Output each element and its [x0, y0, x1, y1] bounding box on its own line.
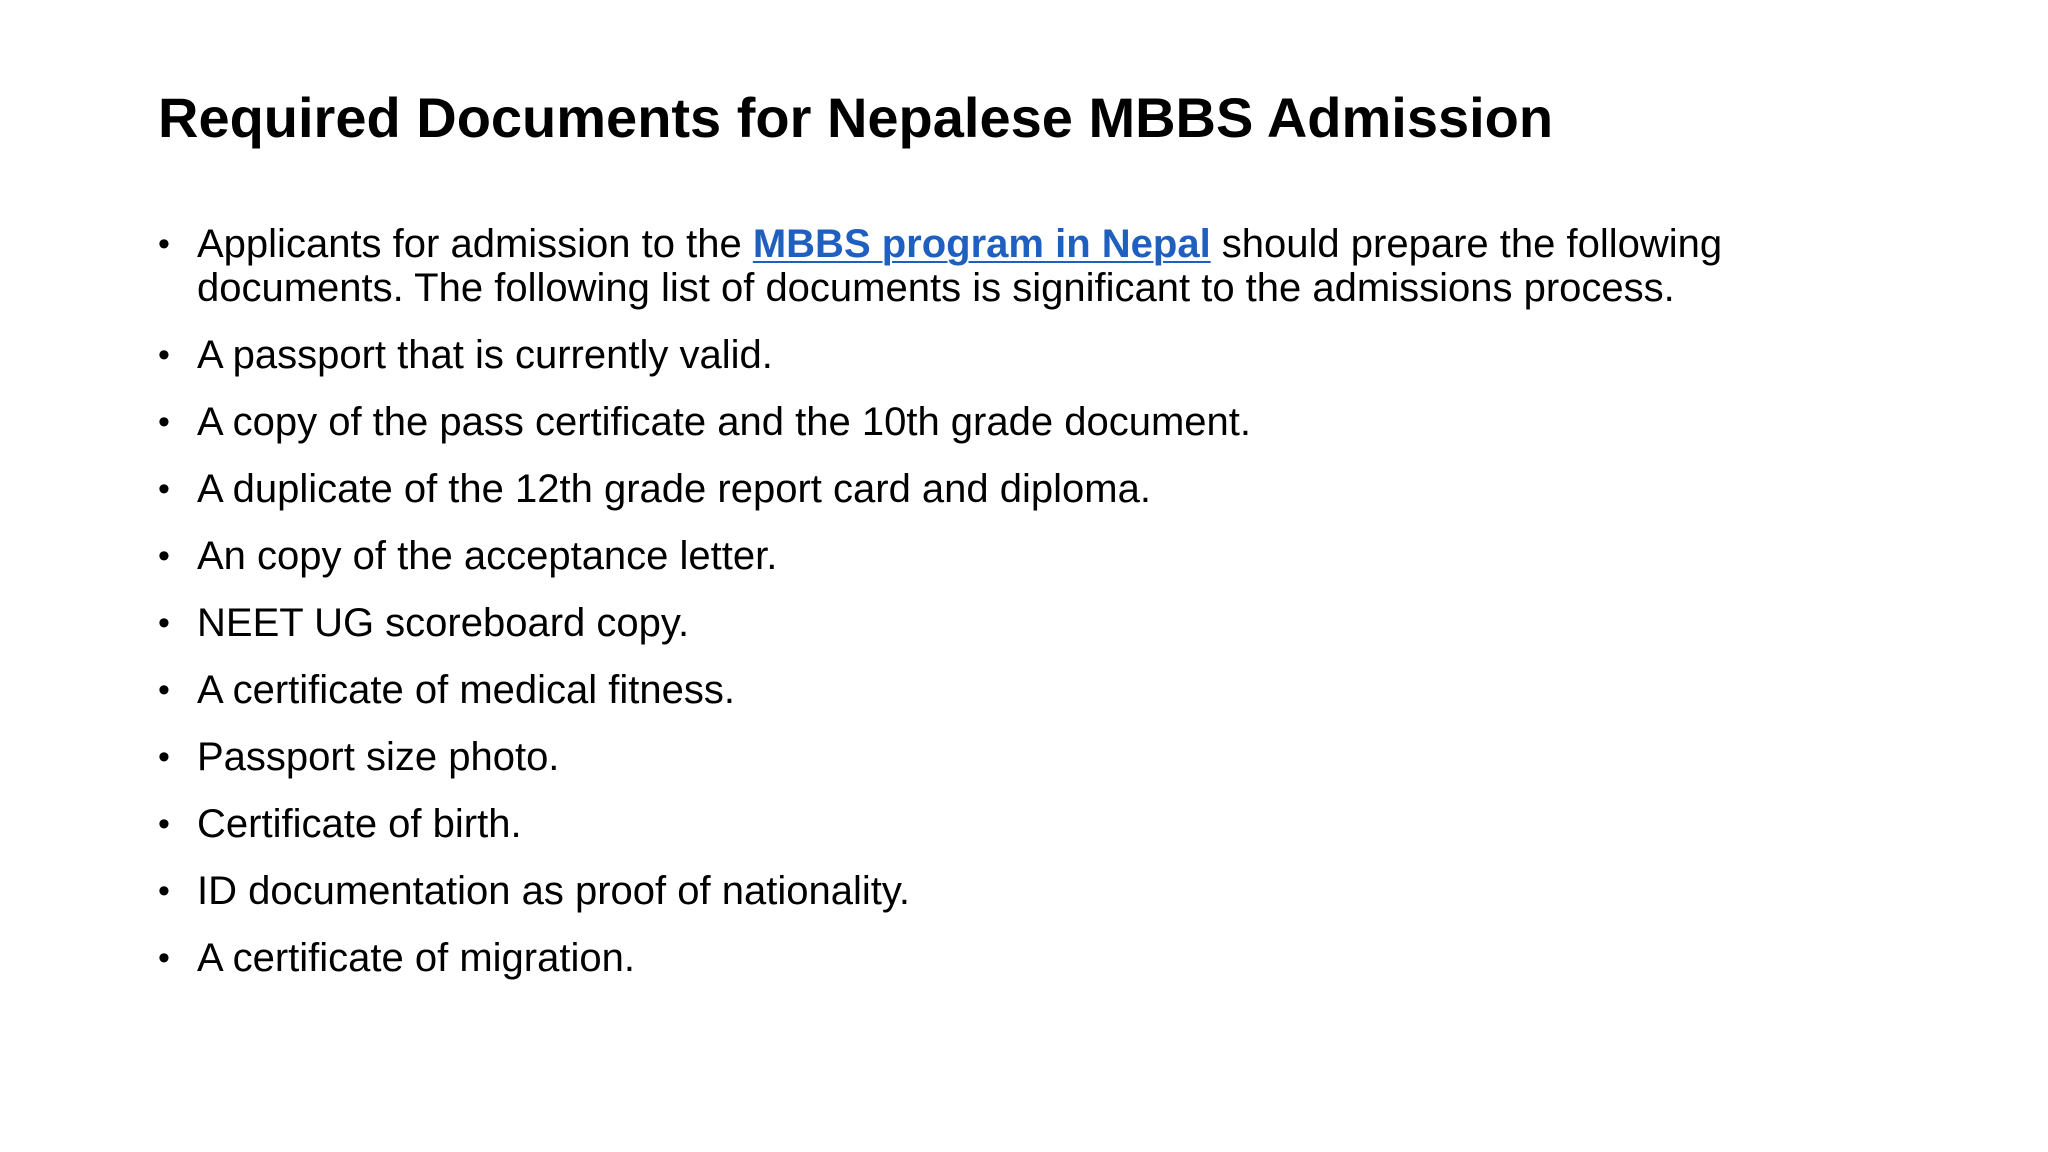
bullet-text: NEET UG scoreboard copy.	[197, 601, 690, 645]
bullet-item	[158, 400, 1898, 444]
bullet-icon: •	[158, 225, 170, 263]
slide-title: Required Documents for Nepalese MBBS Admission	[158, 86, 1554, 149]
bullet-icon: •	[158, 939, 170, 977]
bullet-icon: •	[158, 604, 170, 642]
bullet-item-intro	[158, 222, 1898, 310]
bullet-text: A duplicate of the 12th grade report card and diploma.	[197, 467, 1151, 511]
bullet-text: A certificate of migration.	[197, 936, 635, 980]
bullet-text: A copy of the pass certificate and the 10th grade document.	[197, 400, 1252, 444]
intro-suffix: should prepare the following documents. The following list of documents is significant to the admissions process.	[197, 222, 1723, 310]
bullet-icon: •	[158, 336, 170, 374]
bullet-text: ID documentation as proof of nationality.	[197, 869, 911, 913]
bullet-text: A certificate of medical fitness.	[197, 668, 736, 712]
bullet-item	[158, 936, 1898, 980]
bullet-icon: •	[158, 537, 170, 575]
bullet-item	[158, 601, 1898, 645]
bullet-text: An copy of the acceptance letter.	[197, 534, 778, 578]
bullet-icon: •	[158, 805, 170, 843]
bullet-item	[158, 802, 1898, 846]
bullet-icon: •	[158, 872, 170, 910]
bullet-item	[158, 735, 1898, 779]
bullet-text: A passport that is currently valid.	[197, 333, 773, 377]
bullet-icon: •	[158, 738, 170, 776]
bullet-icon: •	[158, 470, 170, 508]
bullet-item	[158, 668, 1898, 712]
bullet-icon: •	[158, 403, 170, 441]
bullet-item	[158, 333, 1898, 377]
bullet-text: Certificate of birth.	[197, 802, 522, 846]
bullet-item	[158, 869, 1898, 913]
bullet-icon: •	[158, 671, 170, 709]
bullet-item	[158, 534, 1898, 578]
bullet-text: Passport size photo.	[197, 735, 560, 779]
intro-prefix: Applicants for admission to the	[197, 222, 753, 266]
bullet-list	[158, 222, 1898, 1003]
bullet-item	[158, 467, 1898, 511]
mbbs-nepal-link[interactable]: MBBS program in Nepal	[752, 222, 1211, 266]
